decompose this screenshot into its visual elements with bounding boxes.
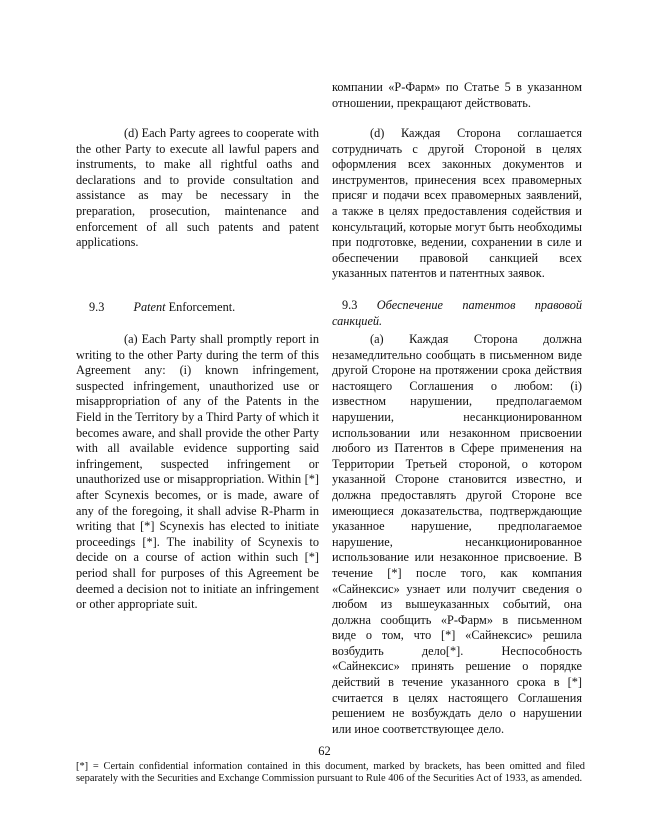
russian-para-d: (d) Каждая Сторона соглашается сотрудничать с другой Стороной в целях оформления всех законных документов и инструментов, принесения всех правомерных присяг и подачи всех правомерных заявлений, а также в целях предоставления содействия и консультаций, которые могут быть необходимы при подготовке, ведении, сохранении в силе и обеспечении правовой санкцией всех указанных патентов и патентных заявок.	[332, 126, 582, 281]
english-para-a-block	[76, 332, 319, 613]
page-number: 62	[318, 744, 331, 758]
russian-section-number: 9.3	[342, 298, 358, 312]
english-section-title-italic: Patent	[133, 300, 166, 314]
english-para-d-block	[76, 126, 319, 251]
english-section-heading	[76, 300, 319, 316]
russian-section-heading	[332, 298, 582, 329]
english-para-a: (a) Each Party shall promptly report in writing to the other Party during the term of this Agreement any: (i) known infringement, suspected infringement, unauthorized use or misappropriation of any of the Patents in the Field in the Territory by a Third Party of which it becomes aware, and shall provide the other Party with all available evidence supporting said infringement, suspected infringement or unauthorized use or misappropriation. Within [*] after Scynexis becomes, or is made, aware of any of the foregoing, it shall advise R-Pharm in writing that [*] Scynexis has elected to initiate proceedings [*]. The inability of Scynexis to decide on a course of action within such [*] period shall for purposes of this Agreement be deemed a decision not to initiate an infringement or other appropriate suit.	[76, 332, 319, 612]
russian-section-title: Обеспечение патентов правовой санкцией.	[332, 298, 582, 328]
russian-para-a: (a) Каждая Сторона должна незамедлительно сообщать в письменном виде другой Стороне на протяжении срока действия настоящего Соглашения о любом: (i) известном нарушении, предполагаемом нарушении, несанкционированном использовании или незаконном присвоении любого из Патентов в Сфере применения на Территории Третьей стороной, о котором указанной Стороне становится известно, и должна предоставлять другой Стороне все имеющиеся доказательства, подтверждающие указанное нарушение, предполагаемое нарушение, несанкционированное использование или незаконное присвоение. В течение [*] после того, как компания «Сайнексис» узнает или получит сведения о любом из вышеуказанных событий, она должна сообщить «Р-Фарм» в письменном виде о том, что [*] «Сайнексис» решила возбудить дело[*]. Неспособность «Сайнексис» принять решение о порядке действий в течение указанного срока в [*] считается в целях настоящего Соглашения решением не возбуждать дело о нарушении или иное соответствующее дело.	[332, 332, 582, 736]
english-section-number: 9.3	[89, 300, 105, 314]
footnote: [*] = Certain confidential information contained in this document, marked by brackets, has been omitted and filed separately with the Securities and Exchange Commission pursuant to Rule 406 of the Securities Act of 1933, as amended.	[76, 761, 585, 784]
english-para-d: (d) Each Party agrees to cooperate with the other Party to execute all lawful papers and instruments, to make all rightful oaths and declarations and to provide consultation and assistance as may be necessary in the preparation, prosecution, maintenance and enforcement of all such patents and patent applications.	[76, 126, 319, 250]
russian-para-d-block	[332, 126, 582, 282]
russian-para-a-block	[332, 332, 582, 737]
russian-continuation-text: компании «Р-Фарм» по Статье 5 в указанном отношении, прекращают действовать.	[332, 80, 582, 110]
english-section-title-rest: Enforcement.	[165, 300, 236, 314]
russian-continuation-block	[332, 80, 582, 111]
